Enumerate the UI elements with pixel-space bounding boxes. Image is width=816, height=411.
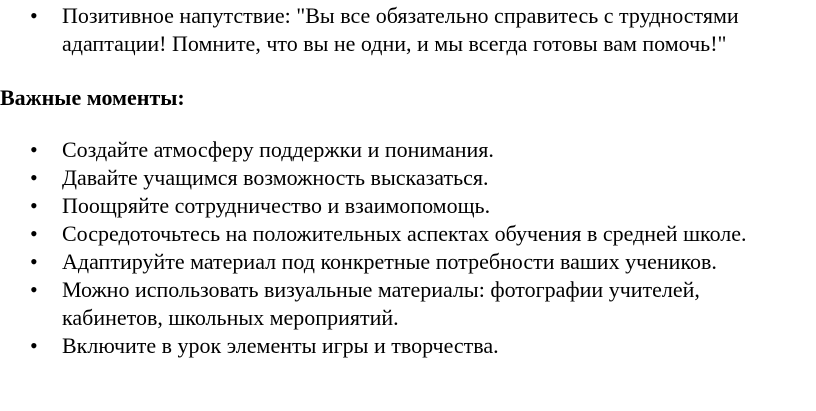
list-item: • Давайте учащимся возможность высказаться.	[0, 164, 780, 192]
list-item: • Адаптируйте материал под конкретные потребности ваших учеников.	[0, 248, 780, 276]
list-item: • Включите в урок элементы игры и творчества.	[0, 332, 780, 360]
list-item: • Можно использовать визуальные материалы: фотографии учителей, кабинетов, школьных мероприятий.	[0, 276, 780, 332]
list-item: • Поощряйте сотрудничество и взаимопомощь.	[0, 192, 780, 220]
top-bullet-list	[0, 2, 816, 58]
section-heading: Важные моменты:	[0, 85, 185, 110]
list-item: • Сосредоточьтесь на положительных аспектах обучения в средней школе.	[0, 220, 780, 248]
list-item: • Позитивное напутствие: "Вы все обязательно справитесь с трудностями адаптации! Помните, что вы не одни, и мы всегда готовы вам помочь!"	[0, 2, 816, 58]
list-item: • Создайте атмосферу поддержки и понимания.	[0, 136, 780, 164]
main-bullet-list	[0, 136, 780, 360]
